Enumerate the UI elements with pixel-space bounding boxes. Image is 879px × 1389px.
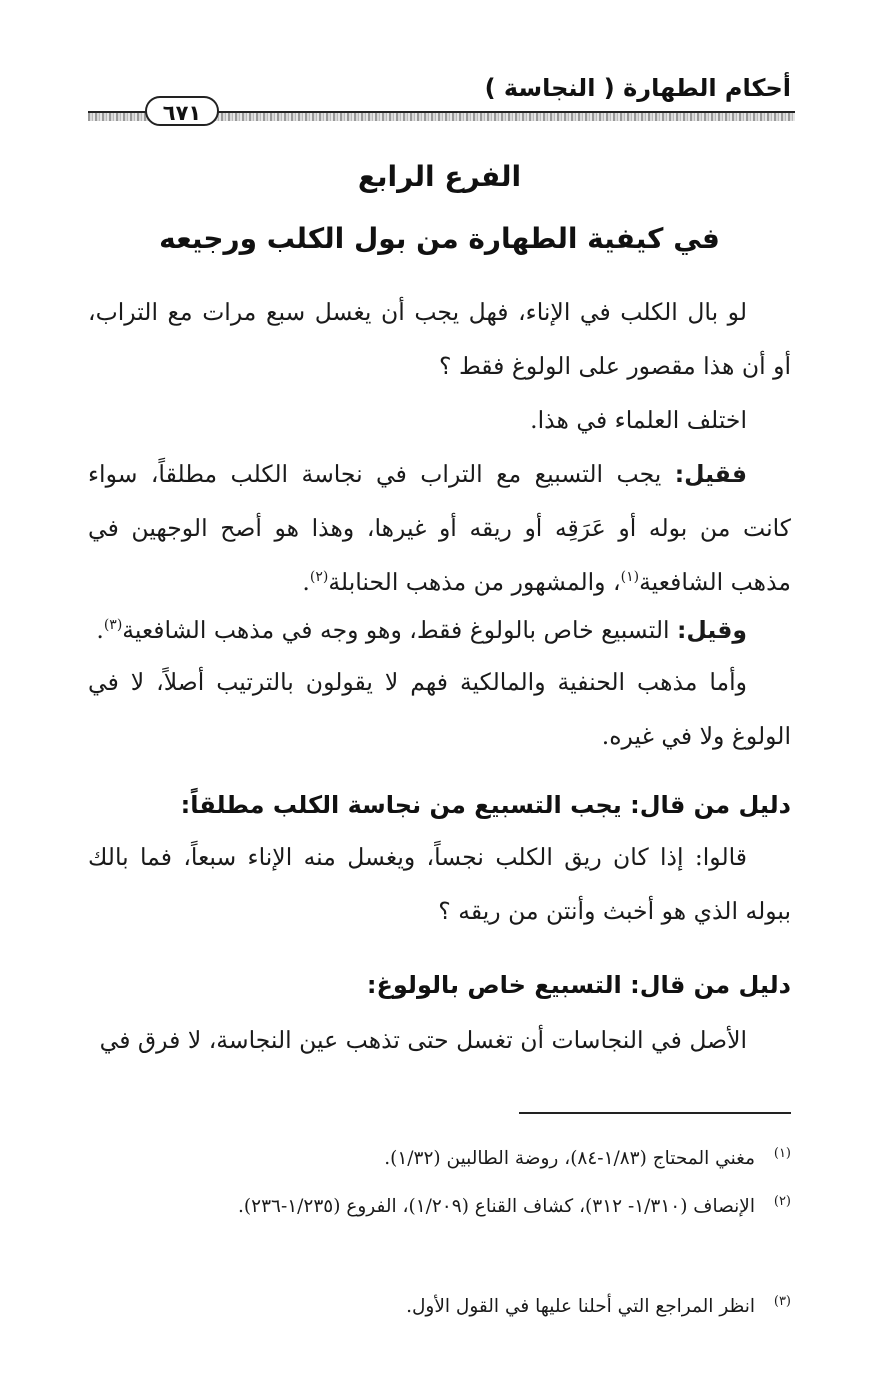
paragraph-opinion-2 <box>88 603 791 657</box>
opinion-2-lead: وقيل: <box>677 616 747 644</box>
running-title: أحكام الطهارة ( النجاسة ) <box>484 74 791 102</box>
footnote-ref-1: (١) <box>620 569 640 586</box>
section-title: في كيفية الطهارة من بول الكلب ورجيعه <box>159 222 720 255</box>
footnote-separator <box>519 1112 791 1114</box>
paragraph-opinion-1 <box>88 447 791 609</box>
footnote-ref-2: (٢) <box>309 569 329 586</box>
evidence-heading-1: دليل من قال: يجب التسبيع من نجاسة الكلب مطلقاً: <box>180 791 791 819</box>
footnote-2-text: الإنصاف (١/٣١٠- ٣١٢)، كشاف القناع (١/٢٠٩)، الفروع (١/٢٣٥-٢٣٦). <box>238 1196 755 1217</box>
footnote-3-text: انظر المراجع التي أحلنا عليها في القول الأول. <box>406 1296 755 1317</box>
opinion-1-lead: فقيل: <box>674 460 747 488</box>
paragraph-evidence-1: قالوا: إذا كان ريق الكلب نجساً، ويغسل منه الإناء سبعاً، فما بالك ببوله الذي هو أخبث وأنتن من ريقه ؟ <box>88 843 791 925</box>
footnote-1-text: مغني المحتاج (١/٨٣-٨٤)، روضة الطالبين (١/٣٢). <box>384 1148 755 1169</box>
paragraph-question: لو بال الكلب في الإناء، فهل يجب أن يغسل سبع مرات مع التراب، أو أن هذا مقصور على الولوغ فقط ؟ <box>88 298 791 380</box>
footnote-2: (٢)الإنصاف (١/٣١٠- ٣١٢)، كشاف القناع (١/٢٠٩)، الفروع (١/٢٣٥-٢٣٦). <box>238 1193 791 1217</box>
section-heading: الفرع الرابع <box>357 160 522 193</box>
opinion-1-text-b: ، والمشهور من مذهب الحنابلة <box>328 568 621 596</box>
page-number: ٦٧١ <box>145 96 219 126</box>
footnote-3: (٣)انظر المراجع التي أحلنا عليها في القول الأول. <box>406 1293 791 1317</box>
paragraph-disagreement: اختلف العلماء في هذا. <box>530 406 747 434</box>
paragraph-hanafi-maliki: وأما مذهب الحنفية والمالكية فهم لا يقولون بالترتيب أصلاً، لا في الولوغ ولا في غيره. <box>88 668 791 750</box>
footnote-ref-3: (٣) <box>103 617 123 634</box>
opinion-1-text-c: . <box>302 568 310 596</box>
opinion-2-end: . <box>96 616 104 644</box>
paragraph-evidence-2: الأصل في النجاسات أن تغسل حتى تذهب عين النجاسة، لا فرق في <box>99 1026 747 1054</box>
footnote-1: (١)مغني المحتاج (١/٨٣-٨٤)، روضة الطالبين (١/٣٢). <box>384 1145 791 1169</box>
opinion-1-text-a: يجب التسبيع مع التراب في نجاسة الكلب مطلقاً، سواء كانت من بوله أو عَرَقِه أو ريقه أو غيرها، وهذا هو أصح الوجهين في مذهب الشافعية <box>88 460 791 596</box>
opinion-2-text: التسبيع خاص بالولوغ فقط، وهو وجه في مذهب الشافعية <box>122 616 678 644</box>
evidence-heading-2: دليل من قال: التسبيع خاص بالولوغ: <box>366 971 791 999</box>
